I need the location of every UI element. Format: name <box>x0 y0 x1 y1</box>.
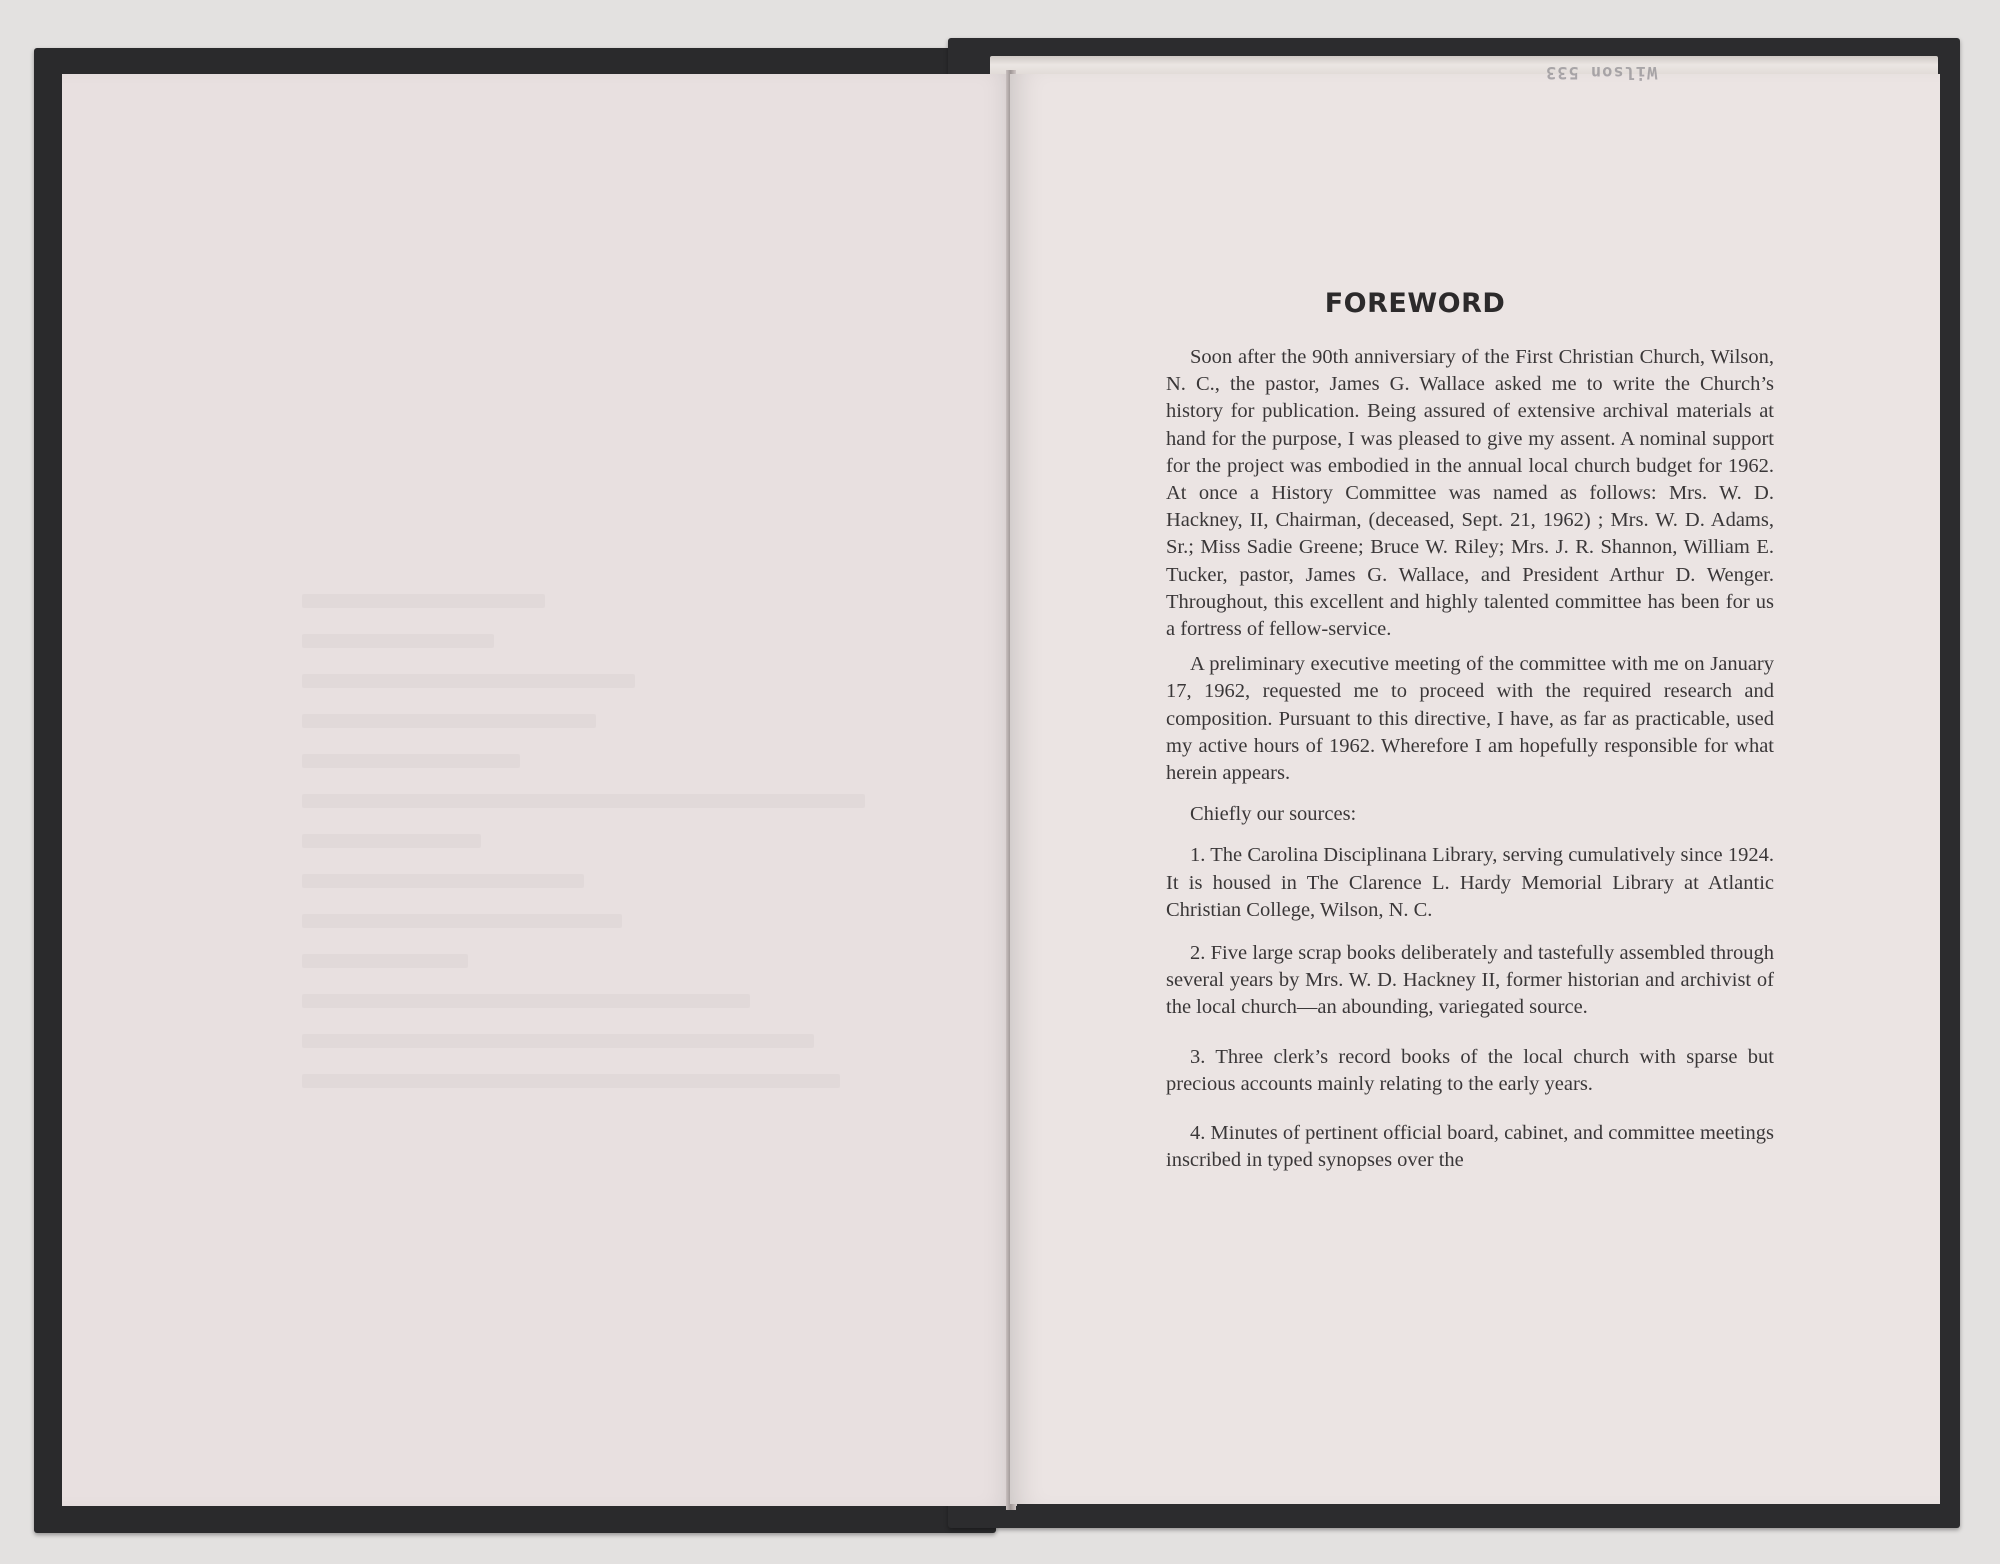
paragraph: A preliminary executive meeting of the committee with me on January 17, 1962, requested me to proceed with the required research and composition. Pursuant to this directive, I have, as far as practicable, used my active hours of 1962. Wherefore I am hopefully responsible for what herein appears. <box>1166 653 1774 785</box>
left-page <box>62 74 1017 1506</box>
foreword-title: FOREWORD <box>1324 288 1506 319</box>
source-item: 3. Three clerk’s record books of the local church with sparse but precious accounts mainly relating to the early years. <box>1166 1045 1774 1095</box>
page-stamp: Wilson 533 <box>1545 62 1658 82</box>
source-item: 2. Five large scrap books deliberately and tastefully assembled through several years by Mrs. W. D. Hackney II, former historian and archivist of the local church—an abounding, variegated source. <box>1166 942 1774 1019</box>
foreword-body <box>1166 344 1774 1190</box>
paragraph: Soon after the 90th anniversiary of the First Christian Church, Wilson, N. C., the pastor, James G. Wallace asked me to write the Church’s history for publication. Being assured of extensive archival materials at hand for the purpose, I was pleased to give my assent. A nominal support for the project was embodied in the annual local church budget for 1962. At once a History Committee was named as follows: Mrs. W. D. Hackney, II, Chairman, (deceased, Sept. 21, 1962) ; Mrs. W. D. Adams, Sr.; Miss Sadie Greene; Bruce W. Riley; Mrs. J. R. Shannon, William E. Tucker, pastor, James G. Wallace, and President Arthur D. Wenger. Throughout, this excellent and highly talented committee has been for us a fortress of fellow-service. <box>1166 346 1774 641</box>
source-item: 4. Minutes of pertinent official board, cabinet, and committee meetings inscribed in typed synopses over the <box>1166 1122 1774 1172</box>
show-through-lines <box>302 594 942 1114</box>
paragraph: Chiefly our sources: <box>1190 803 1357 826</box>
source-item: 1. The Carolina Disciplinana Library, serving cumulatively since 1924. It is housed in The Clarence L. Hardy Memorial Library at Atlantic Christian College, Wilson, N. C. <box>1166 844 1774 921</box>
